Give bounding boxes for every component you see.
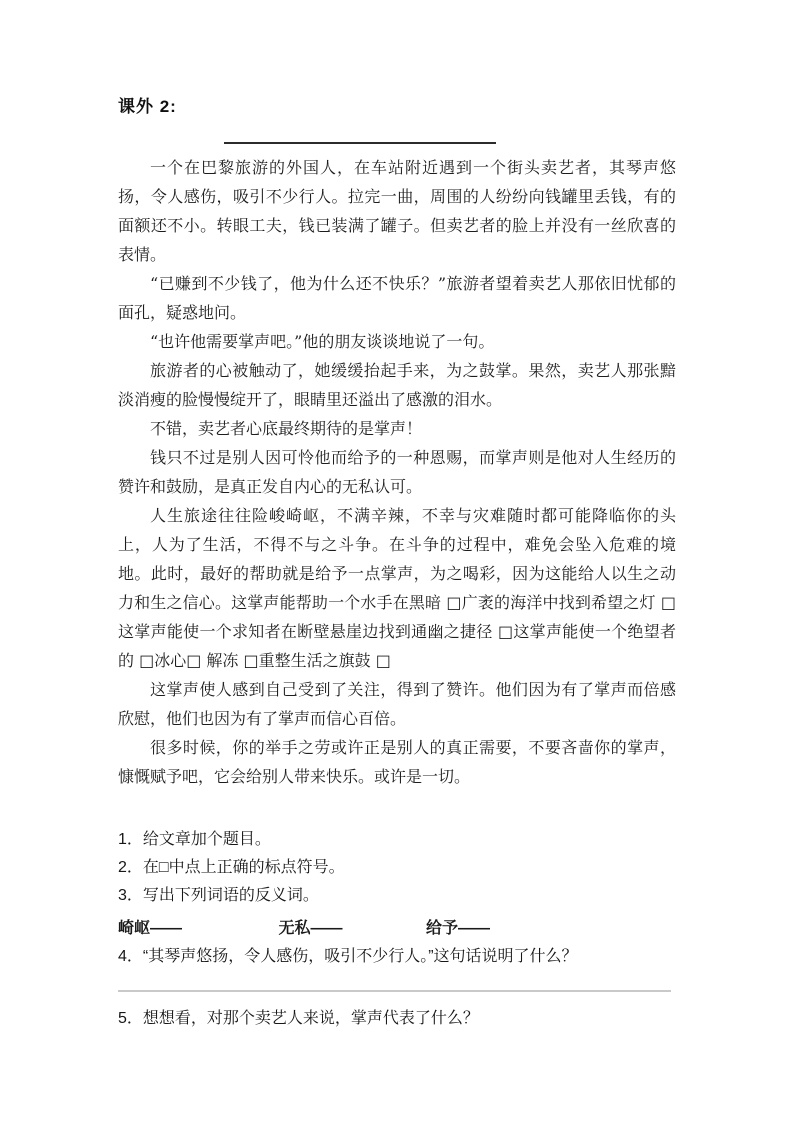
- article-paragraph-3: “也许他需要掌声吧。”他的朋友谈谈地说了一句。: [150, 332, 495, 351]
- question-5: 5．想想看，对那个卖艺人来说，掌声代表了什么？: [118, 1010, 479, 1027]
- article-paragraph-8: 这掌声使人感到自己受到了关注，得到了赞许。他们因为有了掌声而倍感欣慰，他们也因为有了掌声而信心百倍。: [118, 680, 676, 728]
- page-content: [118, 97, 676, 1033]
- article-body: [118, 153, 676, 791]
- antonym-row: [118, 915, 676, 943]
- article-paragraph-1: 一个在巴黎旅游的外国人，在车站附近遇到一个街头卖艺者，其琴声悠扬，令人感伤，吸引不少行人。拉完一曲，周围的人纷纷向钱罐里丢钱，有的面额还不小。转眼工夫，钱已装满了罐子。但卖艺者的脸上并没有一丝欣喜的表情。: [118, 158, 676, 264]
- antonym-word-wusi: 无私——: [278, 920, 343, 937]
- question-3: 3．写出下列词语的反义词。: [118, 887, 319, 904]
- questions-section: [118, 826, 676, 1033]
- antonym-word-qiqu: 崎岖——: [118, 920, 183, 937]
- article-paragraph-9: 很多时候，你的举手之劳或许正是别人的真正需要，不要吝啬你的掌声，慷慨赋予吧，它会给别人带来快乐。或许是一切。: [118, 738, 676, 786]
- title-blank-line: [224, 142, 496, 144]
- answer-blank-line: [118, 990, 671, 992]
- antonym-word-jiyu: 给予——: [425, 920, 490, 937]
- article-paragraph-7: 人生旅途往往险峻崎岖，不满辛辣，不幸与灾难随时都可能降临你的头上，人为了生活，不得不与之斗争。在斗争的过程中，难免会坠入危难的境地。此时，最好的帮助就是给予一点掌声，为之喝彩，因为这能给人以生之动力和生之信心。这掌声能帮助一个水手在黑暗 □广袤的海洋中找到希望之灯 □这掌声能使一个求知者在断壁悬崖边找到通幽之捷径 □这掌声能使一个绝望者的 □冰心□ 解冻 □重整生活之旗鼓 □: [118, 506, 676, 670]
- article-paragraph-5: 不错，卖艺者心底最终期待的是掌声！: [150, 419, 423, 438]
- section-heading: 课外 2:: [118, 97, 177, 116]
- article-paragraph-2: “已赚到不少钱了，他为什么还不快乐？”旅游者望着卖艺人那依旧忧郁的面孔，疑惑地问。: [118, 274, 676, 322]
- question-1: 1．给文章加个题目。: [118, 831, 271, 848]
- article-paragraph-6: 钱只不过是别人因可怜他而给予的一种恩赐，而掌声则是他对人生经历的赞许和鼓励，是真正发自内心的无私认可。: [118, 448, 676, 496]
- question-2: 2．在□中点上正确的标点符号。: [118, 859, 345, 876]
- article-paragraph-4: 旅游者的心被触动了，她缓缓抬起手来，为之鼓掌。果然，卖艺人那张黯淡消瘦的脸慢慢绽开了，眼睛里还溢出了感激的泪水。: [118, 361, 676, 409]
- question-4: 4．“其琴声悠扬，令人感伤，吸引不少行人。”这句话说明了什么？: [118, 948, 578, 965]
